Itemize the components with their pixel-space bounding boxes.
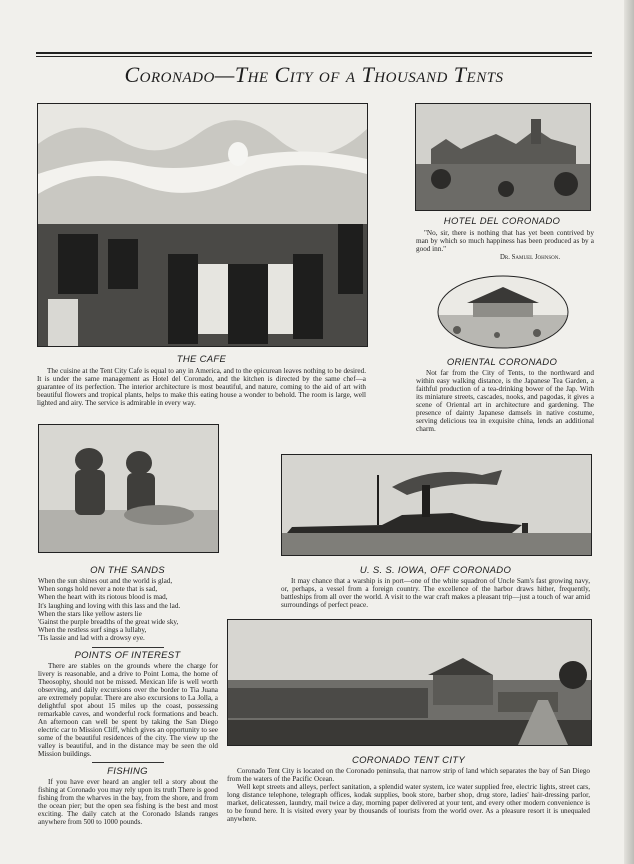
tentcity-paragraph-1: Coronado Tent City is located on the Coronado peninsula, that narrow strip of land which separates the bay of San Diego from the waters of the Pacific Ocean. [227,767,590,783]
interest-paragraph: There are stables on the grounds where the charge for livery is reasonable, and a drive to Point Loma, the home of Theosophy, should not be missed. Mexican life is well worth observing, and daily excursions over the border to Tia Juana are extremely popular. There are also excursions to La Jolla, a delightful spot about 15 miles up the coast, possessing remarkable caves, and wonderful rock formations and beach. An afternoon can well be spent by taking the San Diego electric car to Mission Cliff, which gives an opportunity to see some of the beautiful residences of the city. The view up the valley is beautiful, and in the distance may be seen the old Mission buildings. [38,662,218,758]
cafe-paragraph: The cuisine at the Tent City Cafe is equal to any in America, and to the epicurean leaves nothing to be desired. It is under the same management as Hotel del Coronado, and the kitchen is directed by the same chef—a guarantee of its perfection. The interior architecture is most beautiful, and nature, coming to the aid of art with beautiful flowers and tropical plants, helps to make this eating house a wonder to behold. The room is large, well lighted and airy. The service is admirable in every way. [37,367,366,407]
divider [92,762,164,763]
oriental-photo-art [437,275,569,349]
sands-photo-art [39,425,218,552]
page-title: Coronado—The City of a Thousand Tents [124,62,504,87]
fishing-paragraph: If you have ever heard an angler tell a story about the fishing at Coronado you may rely upon its truth There is good fishing from the wharves in the bay, from the shore, and from the ocean pier; but the open sea fishing is the best and most exciting. The daily catch at the Coronado Islands ranges anywhere from 500 to 1000 pounds. [38,778,218,826]
cafe-photo-art [38,104,367,346]
hotel-photo [415,103,591,211]
iowa-photo [281,454,592,556]
oriental-paragraph: Not far from the City of Tents, to the northward and within easy walking distance, is the Japanese Tea Garden, a faithful production of a tea-drinking bower of the Jap. With its miniature streets, cascades, nooks, and pagodas, it gives a scene of Oriental art in architecture and gardening. The presence of dainty Japanese damsels in native costume, serving delicious tea in exquisite china, lends an additional charm. [416,369,594,433]
poem-line: When the stars like yellow asters lie [38,609,142,618]
top-rule [36,52,592,54]
oriental-caption: ORIENTAL CORONADO [446,357,558,368]
poem-line: When the sun shines out and the world is glad, [38,577,173,585]
hotel-photo-art [416,104,590,210]
oriental-photo [437,275,569,349]
oriental-text [416,369,594,433]
cafe-text [37,367,366,407]
iowa-paragraph: It may chance that a warship is in port—one of the white squadron of Uncle Sam's fast growing navy, or, perhaps, a vessel from a foreign country. The excellence of the harbor draws hither, frequently, battleships from all over the world. A visit to the war craft makes a pleasant trip—just a touch of war amid surroundings of perfect peace. [281,577,590,609]
iowa-text [281,577,590,609]
hotel-caption: HOTEL DEL CORONADO [443,216,561,227]
page-edge-shadow [624,0,634,864]
interest-heading: POINTS OF INTEREST [74,650,181,661]
sands-caption: ON THE SANDS [90,565,165,576]
iowa-photo-art [282,455,591,555]
hotel-quote: "No, sir, there is nothing that has yet been contrived by man by which so much happiness has been produced as by a good inn." [416,229,594,253]
fishing-heading: FISHING [107,766,148,777]
fishing-text [38,778,218,826]
tentcity-photo [227,619,592,746]
sands-photo [38,424,219,553]
hotel-attribution: Dr. Samuel Johnson. [500,254,561,261]
tentcity-text [227,767,590,823]
interest-text [38,662,218,758]
cafe-caption: THE CAFE [176,354,227,365]
poem-line: 'Gainst the purple breadths of the great wide sky, [38,618,179,627]
poem-line: 'Tis lassie and lad with a drowsy eye. [38,634,145,643]
poem-line: When the restless surf sings a lullaby, [38,626,147,635]
sands-poem [38,577,223,643]
divider [92,647,164,648]
poem-line: When the heart with its riotous blood is mad, [38,593,168,602]
tentcity-paragraph-2: Well kept streets and alleys, perfect sanitation, a splendid water system, ice water supplied free, electric lights, street cars, long distance telephone, telegraph offices, kodak supplies, book store, barber shop, drug store, ladies' hair-dressing parlor, market, delicatessen, laundry, mail twice a day, morning paper delivered at your tent, and every other modern convenience is to be found here. It is visited every year by thousands of tourists from the world over. As a pleasure resort it is unequaled anywhere. [227,783,590,823]
iowa-caption: U. S. S. IOWA, OFF CORONADO [359,565,512,576]
poem-line: It's laughing and loving with this lass and the lad. [38,601,181,610]
tentcity-caption: CORONADO TENT CITY [351,755,466,766]
poem-line: When songs hold never a note that is sad, [38,585,158,594]
top-rule-thin [36,56,592,57]
cafe-photo [37,103,368,347]
tentcity-photo-art [228,620,591,745]
